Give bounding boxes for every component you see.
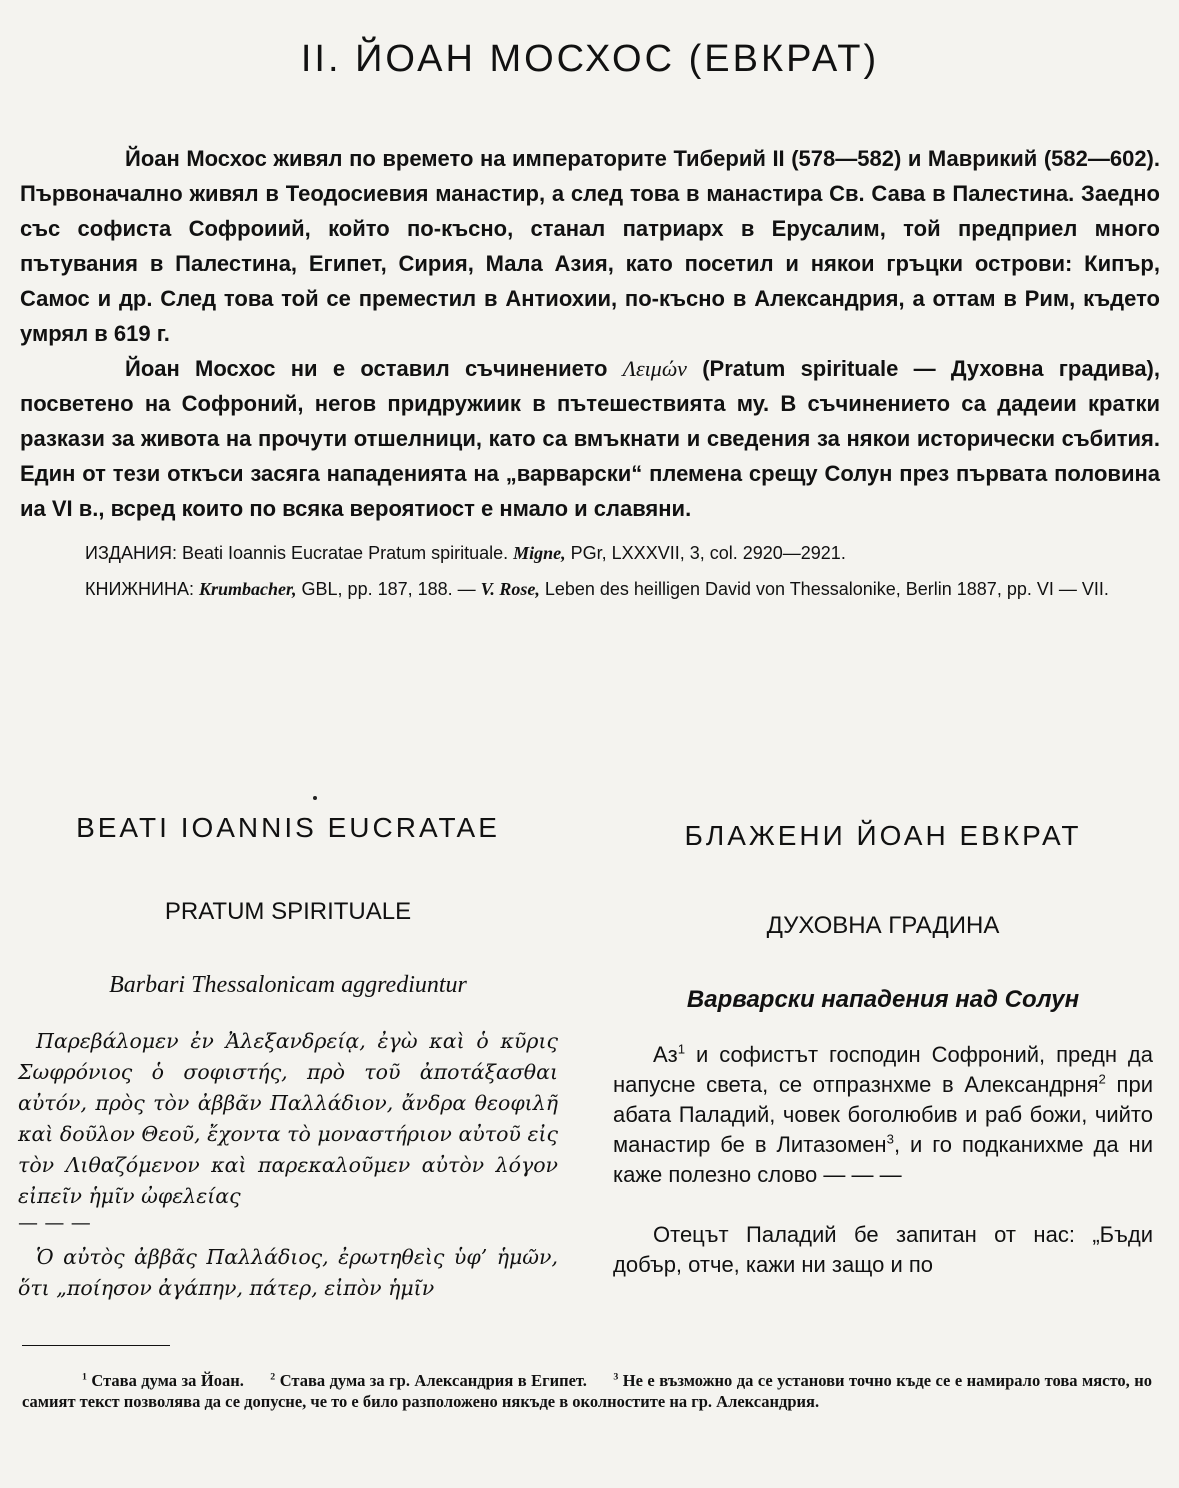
left-subheading: PRATUM SPIRITUALE <box>164 898 412 925</box>
literature-author-1: Krumbacher, <box>199 579 297 599</box>
right-heading: БЛАЖЕНИ ЙОАН ЕВКРАТ <box>684 820 1082 851</box>
fn-3-num: 3 <box>613 1371 619 1383</box>
greek-paragraph-2: Ὁ αὐτὸς ἀββᾶς Παλλάδιος, ἐρωτηθεὶς ὑφ’ ἡμῶν, ὅτι „ποίησον ἀγάπην, πάτερ, εἰπὸν ἡμῖν <box>18 1245 558 1300</box>
footnote-rule <box>22 1345 170 1346</box>
p1-d: , и го подканихме да ни каже полезно слово — — — <box>613 1132 1153 1187</box>
parallel-text <box>18 812 1158 1304</box>
footnote-ref-2: 2 <box>1098 1071 1106 1087</box>
editions-text-1: Beati Ioannis Eucratae Pratum spirituale. <box>176 543 514 563</box>
greek-title: Λειμών <box>622 356 687 381</box>
fn-2-num: 2 <box>270 1371 276 1383</box>
latin-greek-column <box>18 812 558 1304</box>
intro-section <box>20 141 1160 526</box>
fn-3-text: Не е възможно да се установи точно къде се е намирало това място, но самият текст позволява да се допусне, че то е било разположено някъде в околностите на гр. Александрия. <box>22 1371 1152 1411</box>
page <box>20 38 1160 602</box>
p1-a: Аз <box>653 1042 678 1067</box>
editions-text-2: PGr, LXXXVII, 3, col. 2920—2921. <box>565 543 846 563</box>
p1-b: и софистът господин Софроний, предн да напусне света, се отпразнхме в Александрня <box>613 1042 1153 1097</box>
p2-before: Йоан Мосхос ни е оставил съчинението <box>125 356 623 381</box>
bulgarian-column <box>613 812 1153 1304</box>
intro-paragraph-1: Йоан Мосхос живял по времето на императорите Тиберий II (578—582) и Маврикий (582—602). Първоначално живял в Теодосиевия манастир, а след това в манастира Св. Сава в Палестина. Заедно със софиста Софроиий, който по-късно, станал патриарх в Ерусалим, той предприел много пътувания в Палестина, Египет, Сирия, Мала Азия, като посетил и някои гръцки острови: Кипър, Самос и др. След това той се преместил в Антиохии, по-късно в Александрия, а оттам в Рим, където умрял в 619 г. <box>20 146 1160 346</box>
fn-2-text: Става дума за гр. Александрия в Египет. <box>279 1371 587 1390</box>
translation-paragraph-2: Отецът Паладий бе запитан от нас: „Бъди добър, отче, кажи ни защо и по <box>613 1222 1153 1277</box>
right-section-title: Варварски нападения над Солун <box>686 986 1080 1013</box>
p1-c: при абата Паладий, човек боголюбив и раб божи, чийто манастир бе в Литазомен <box>613 1072 1153 1157</box>
intro-paragraph-2 <box>20 351 1160 526</box>
p2-after: (Pratum spirituale — Духовна градива), посветено на Софроний, негов придружиик в пътешествията му. В съчинението са дадеии кратки разкази за живота на прочути отшелници, като са вмъкнати и сведения за някои исторически събития. Един от тези откъси засяга нападенията на „варварски“ племена срещу Солун през първата половина иа VI в., всред които по всяка вероятиост е нмало и славяни. <box>20 356 1160 521</box>
editions-entry <box>20 540 1160 566</box>
footnote-2 <box>270 1371 587 1390</box>
left-heading: BEATI IOANNIS EUCRATAE <box>76 812 500 843</box>
literature-label: КНИЖНИНА: <box>85 579 194 599</box>
footnotes <box>22 1370 1152 1412</box>
greek-dashes: — — — <box>18 1210 91 1234</box>
editions-migne: Migne, <box>513 543 566 563</box>
literature-text-1: GBL, pp. 187, 188. — <box>296 579 481 599</box>
translation-paragraph-1 <box>613 1040 1153 1190</box>
chapter-title: II. ЙОАН МОСХОС (ЕВКРАТ) <box>300 38 880 80</box>
footnote-ref-3: 3 <box>886 1131 894 1147</box>
fn-1-num: 1 <box>82 1371 87 1383</box>
literature-author-2: V. Rose, <box>480 579 540 599</box>
editions-label: ИЗДАНИЯ: <box>85 543 177 563</box>
greek-paragraph-1: Παρεβάλομεν ἐν Ἀλεξανδρείᾳ, ἐγὼ καὶ ὁ κῦρις Σωφρόνιος ὁ σοφιστής, πρὸ τοῦ ἀποτάξασθαι αὐτόν, πρὸς τὸν ἀββᾶν Παλλάδιον, ἄνδρα θεοφιλῆ καὶ δοῦλον Θεοῦ, ἔχοντα τὸ μοναστήριον αὐτοῦ εἰς τὸν Λιθαζόμενον καὶ παρεκαλοῦμεν αὐτὸν λόγον εἰπεῖν ἡμῖν ὠφελείας <box>18 1029 558 1208</box>
ink-dot <box>313 796 317 800</box>
left-section-title: Barbari Thessalonicam aggrediuntur <box>109 972 467 998</box>
footnote-1 <box>82 1371 244 1390</box>
right-subheading: ДУХОВНА ГРАДИНА <box>766 912 1000 939</box>
footnote-ref-1: 1 <box>677 1041 686 1057</box>
fn-1-text: Става дума за Йоан. <box>91 1371 244 1390</box>
literature-entry <box>20 576 1160 602</box>
literature-text-2: Leben des heilligen David von Thessalonike, Berlin 1887, pp. VI — VII. <box>539 579 1109 599</box>
